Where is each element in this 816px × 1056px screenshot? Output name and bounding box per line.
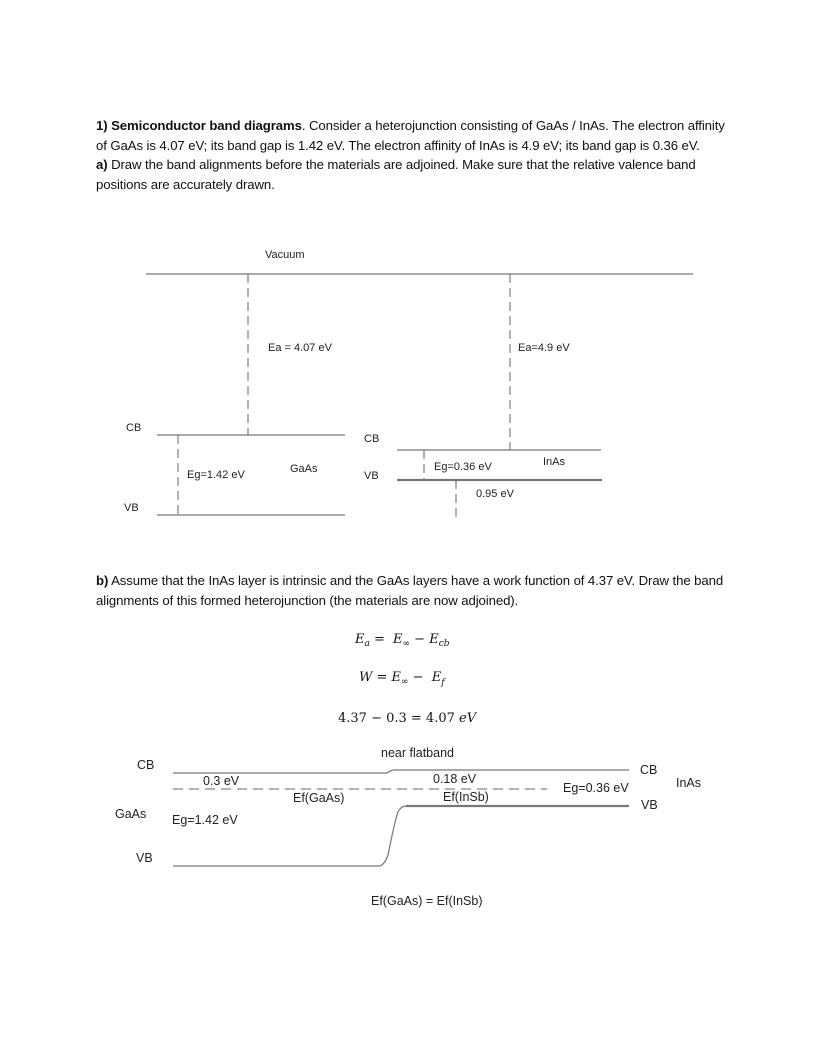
gaas-cb-label: CB <box>126 422 142 434</box>
gaas-ea-label: Ea = 4.07 eV <box>268 342 332 354</box>
inas-ea-label: Ea=4.9 eV <box>518 342 570 354</box>
problem-title: 1) Semiconductor band diagrams <box>96 118 302 133</box>
part-b-text: Assume that the InAs layer is intrinsic and the GaAs layers have a work function of 4.37 eV. Draw the band alignments of this formed heterojunction (the materials are now adjoined). <box>96 573 724 608</box>
inas-cb-label: CB <box>364 433 380 445</box>
inas-material-label: InAs <box>543 456 566 468</box>
gaas-ef-label: Ef(GaAs) <box>293 791 345 805</box>
gaas-material-label: GaAs <box>290 463 318 475</box>
vb-offset-label: 0.95 eV <box>476 488 514 500</box>
diagram-b <box>115 746 701 908</box>
problem-intro: . Consider a heterojunction consisting of GaAs / InAs. The electron affinity of GaAs is 4.07 eV; its band gap is 1.42 eV. The electron affinity of InAs is 4.9 eV; its band gap is 0.36 eV. <box>96 118 725 153</box>
part-a-label: a) <box>96 157 108 172</box>
equation-work-function: $W = E\infty - E_f$ <box>359 670 445 688</box>
inas-vb-label: VB <box>364 470 379 482</box>
gaas-vb-label-b: VB <box>136 851 153 865</box>
gaas-vb-label: VB <box>124 502 139 514</box>
equations <box>338 632 478 726</box>
equation-electron-affinity: Ea = E∞ − Ecb <box>355 632 450 649</box>
gaas-material-label-b: GaAs <box>115 807 147 821</box>
inas-ef-label: Ef(InSb) <box>443 790 489 804</box>
part-b-label: b) <box>96 573 109 588</box>
gaas-cb-label-b: CB <box>137 758 155 772</box>
part-a-text: Draw the band alignments before the materials are adjoined. Make sure that the relative valence band positions are accurately drawn. <box>96 157 696 192</box>
inas-eg-label-b: Eg=0.36 eV <box>563 781 629 795</box>
inas-cb-ef-gap-label: 0.18 eV <box>433 772 477 786</box>
gaas-eg-label-b: Eg=1.42 eV <box>172 813 238 827</box>
inas-eg-label: Eg=0.36 eV <box>434 461 492 473</box>
near-flatband-label: near flatband <box>381 746 454 760</box>
inas-material-label-b: InAs <box>676 776 702 790</box>
inas-cb-label-b: CB <box>640 763 658 777</box>
conduction-band-line-b <box>173 770 629 773</box>
equation-calculation: 4.37 − 0.3 = 4.07 eV <box>338 711 477 726</box>
vacuum-label: Vacuum <box>265 249 305 261</box>
diagram-a <box>124 249 693 518</box>
fermi-equality-label: Ef(GaAs) = Ef(InSb) <box>371 894 483 908</box>
gaas-cb-ef-gap-label: 0.3 eV <box>203 774 240 788</box>
gaas-eg-label: Eg=1.42 eV <box>187 469 245 481</box>
inas-vb-label-b: VB <box>641 798 658 812</box>
